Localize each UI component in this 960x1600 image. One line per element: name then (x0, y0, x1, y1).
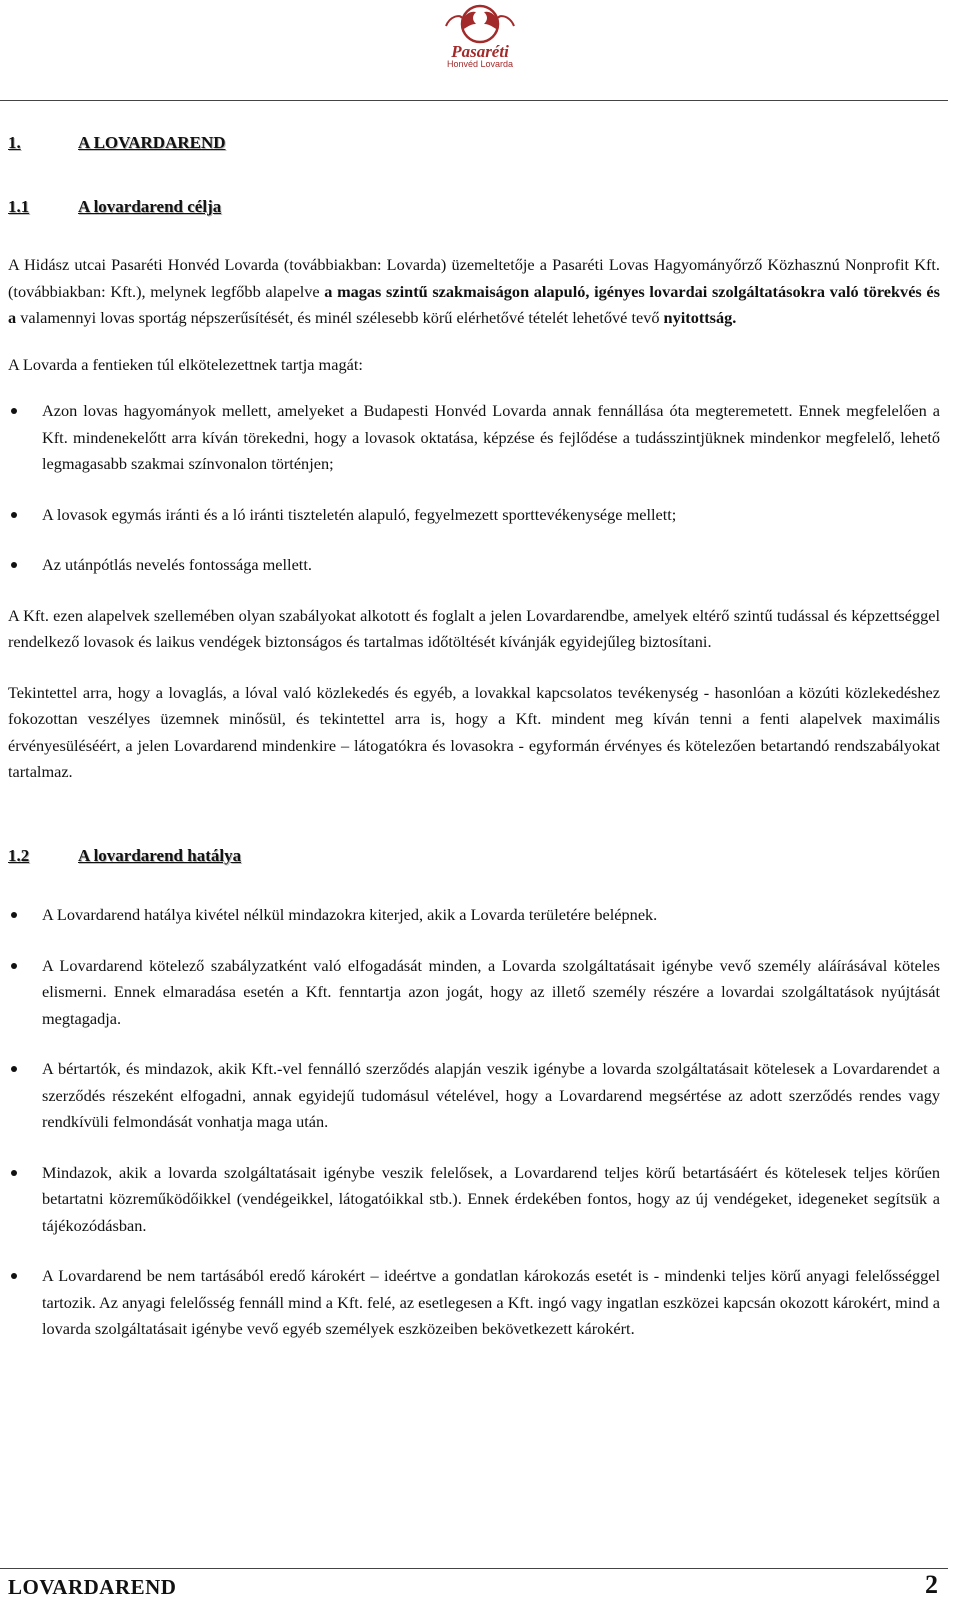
section-number: 1.1 (8, 196, 30, 216)
intro-paragraph (8, 252, 940, 332)
list-item: A lovasok egymás iránti és a ló iránti tiszteletén alapuló, fegyelmezett sporttevékenysége mellett; (8, 502, 940, 529)
section-title: A LOVARDAREND (78, 133, 226, 152)
commitment-list (8, 398, 940, 579)
header-divider (0, 100, 948, 101)
logo-name: Pasaréti (451, 42, 509, 61)
list-item: Azon lovas hagyományok mellett, amelyeket a Budapesti Honvéd Lovarda annak fennállása óta megteremetett. Ennek megfelelően a Kft. mindenekelőtt arra kíván törekedni, hogy a lovasok oktatása, képzése és fejlődése a tudásszintjüknek mindenkor megfelelő, lehető legmagasabb szakmai színvonalon történjen; (8, 398, 940, 478)
footer-divider (0, 1568, 948, 1569)
section-number: 1.2 (8, 845, 30, 865)
list-item: A bértartók, és mindazok, akik Kft.-vel fennálló szerződés alapján veszik igénybe a lovarda szolgáltatásait kötelesek a Lovardarendet a szerződés részeként elfogadni, annak egyidejű tudomásul vételével, hogy a Lovardarend megsértése az adott szerződés rendes vagy rendkívüli felmondását vonhatja maga után. (8, 1056, 940, 1136)
intro-bold-2: nyitottság. (663, 308, 737, 327)
intro-text-2: valamennyi lovas sportág népszerűsítését, és minél szélesebb körű elérhetővé tételét lehetővé tevő (16, 308, 664, 327)
section-heading-1 (8, 130, 940, 157)
intro-text-1: A Hidász utcai Pasaréti Honvéd Lovarda (továbbiakban: Lovarda) üzemeltetője a Pasaréti Lovas Hagyományőrző Közhasznú Nonprofit Kft. (továbbiakban: Kft.), melynek legfőbb alapelve (8, 255, 940, 301)
logo (425, 4, 535, 82)
section-title: A lovardarend célja (78, 196, 222, 216)
list-item: Mindazok, akik a lovarda szolgáltatásait igénybe veszik felelősek, a Lovardarend teljes körű betartásáért és kötelesek teljes körűen betartatni közreműködőikkel (vendégeikkel, látogatóikkal stb.). Ennek érdekében fontos, hogy az új vendégeket, idegeneket segítsük a tájékozódásban. (8, 1160, 940, 1240)
list-item: A Lovardarend kötelező szabályzatként való elfogadását minden, a Lovarda szolgáltatásait igénybe vevő személy aláírásával köteles elismerni. Ennek elmaradása esetén a Kft. fenntartja azon jogát, hogy az illető személy részére a lovardai szolgáltatások nyújtását megtagadja. (8, 953, 940, 1033)
safety-paragraph: Tekintettel arra, hogy a lovaglás, a lóval való közlekedés és egyéb, a lovakkal kapcsolatos tevékenység - hasonlóan a közúti közlekedéshez fokozottan veszélyes üzemnek minősül, és tekintettel arra is, hogy a Kft. mindent meg kíván tenni a fenti alapelvek maximális érvényesüléséért, a jelen Lovardarend mindenkire – látogatókra és lovasokra - egyformán érvényes és kötelezően betartandó rendszabályokat tartalmaz. (8, 682, 940, 781)
list-item: A Lovardarend be nem tartásából eredő károkért – ideértve a gondatlan károkozás esetét is - mindenki teljes körű anyagi felelősséggel tartozik. Az anyagi felelősség fennáll mind a Kft. felé, az esetlegesen a Kft. ingó vagy ingatlan eszközei kapcsán okozott károkért, mind a lovarda szolgáltatásait igénybe vevő egyéb személyek eszközeiben bekövetkezett károkért. (8, 1263, 940, 1343)
horse-heads-icon (432, 4, 528, 44)
page-number: 2 (925, 1570, 938, 1599)
section-title: A lovardarend hatálya (78, 845, 242, 865)
document-body (8, 126, 940, 1343)
rules-paragraph: A Kft. ezen alapelvek szellemében olyan szabályokat alkotott és foglalt a jelen Lovardarendbe, amelyek eltérő szintű tudással és képzettséggel rendelkező lovasok és laikus vendégek biztonságos és tartalmas időtöltését kívánják egyidejűleg biztosítani. (8, 605, 940, 651)
section-heading-1-2 (8, 843, 940, 870)
intro-bold-1: a magas szintű szakmaiságon alapuló, igényes lovardai szolgáltatásokra való törekvés és a (8, 281, 940, 327)
logo-subtitle: Honvéd Lovarda (446, 59, 514, 69)
list-item: A Lovardarend hatálya kivétel nélkül mindazokra kiterjed, akik a Lovarda területére belépnek. (8, 902, 940, 929)
commitment-intro: A Lovarda a fentieken túl elkötelezettnek tartja magát: (8, 354, 363, 374)
scope-list (8, 902, 940, 1343)
section-heading-1-1 (8, 194, 940, 221)
page-header (0, 0, 960, 102)
section-number: 1. (8, 133, 21, 152)
list-item: Az utánpótlás nevelés fontossága mellett. (8, 552, 940, 579)
footer-title: LOVARDAREND (8, 1575, 177, 1599)
